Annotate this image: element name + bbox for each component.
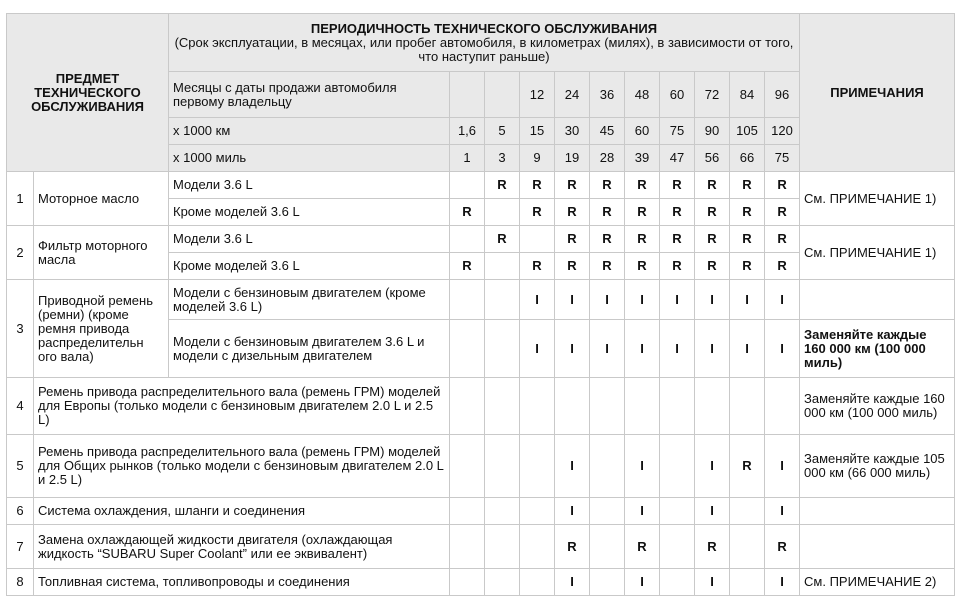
interval-mark: [485, 378, 520, 435]
interval-mark: R: [730, 172, 765, 199]
interval-mark: [520, 226, 555, 253]
interval-mark: R: [590, 253, 625, 280]
notes-header: ПРИМЕЧАНИЯ: [800, 14, 955, 172]
table-row: [7, 498, 955, 525]
interval-mark: R: [765, 226, 800, 253]
interval-mark: [625, 378, 660, 435]
interval-mark: [485, 280, 520, 320]
interval-mark: [660, 378, 695, 435]
interval-mark: [450, 226, 485, 253]
miles-value: 66: [730, 145, 765, 172]
interval-mark: R: [625, 525, 660, 569]
row-number: 8: [7, 569, 34, 596]
maintenance-table: [6, 13, 955, 596]
interval-mark: R: [765, 253, 800, 280]
interval-mark: I: [520, 280, 555, 320]
km-value: 30: [555, 118, 590, 145]
interval-mark: I: [695, 498, 730, 525]
interval-mark: [730, 525, 765, 569]
note-cell: См. ПРИМЕЧАНИЕ 2): [800, 569, 955, 596]
interval-mark: [450, 172, 485, 199]
interval-mark: I: [695, 569, 730, 596]
interval-mark: R: [555, 525, 590, 569]
interval-mark: [590, 435, 625, 498]
months-value: 36: [590, 72, 625, 118]
interval-mark: R: [555, 172, 590, 199]
months-value: [450, 72, 485, 118]
period-subtitle: (Срок эксплуатации, в месяцах, или пробег автомобиля, в километрах (милях), в зависимости от того, что наступит раньше): [174, 34, 794, 64]
interval-mark: R: [765, 525, 800, 569]
interval-mark: [485, 435, 520, 498]
note-cell: Заменяйте каждые 160 000 км (100 000 миль): [800, 378, 955, 435]
miles-value: 9: [520, 145, 555, 172]
item-name: Приводной ремень (ремни) (кроме ремня привода распределительн ого вала): [34, 280, 169, 378]
note-cell: [800, 498, 955, 525]
interval-mark: R: [520, 172, 555, 199]
interval-mark: R: [695, 253, 730, 280]
interval-mark: [730, 498, 765, 525]
subject-header: ПРЕДМЕТ ТЕХНИЧЕСКОГО ОБСЛУЖИВАНИЯ: [7, 14, 169, 172]
table-row: [7, 378, 955, 435]
interval-mark: I: [625, 320, 660, 378]
interval-mark: R: [450, 253, 485, 280]
row-number: 3: [7, 280, 34, 378]
interval-mark: R: [660, 226, 695, 253]
interval-mark: [660, 525, 695, 569]
interval-mark: R: [555, 226, 590, 253]
interval-mark: I: [765, 280, 800, 320]
note-cell: См. ПРИМЕЧАНИЕ 1): [800, 172, 955, 226]
interval-mark: R: [590, 199, 625, 226]
item-name: Топливная система, топливопроводы и соединения: [34, 569, 450, 596]
interval-mark: I: [695, 320, 730, 378]
sub-item-label: Модели с бензиновым двигателем 3.6 L и модели с дизельным двигателем: [169, 320, 450, 378]
interval-mark: [450, 320, 485, 378]
item-name: Замена охлаждающей жидкости двигателя (охлаждающая жидкость “SUBARU Super Coolant” или ее эквивалент): [34, 525, 450, 569]
months-value: 48: [625, 72, 660, 118]
interval-mark: I: [625, 280, 660, 320]
item-name: Фильтр моторного масла: [34, 226, 169, 280]
interval-mark: R: [695, 525, 730, 569]
interval-mark: I: [625, 569, 660, 596]
sub-item-label: Модели 3.6 L: [169, 226, 450, 253]
interval-mark: [555, 378, 590, 435]
interval-mark: I: [520, 320, 555, 378]
miles-value: 1: [450, 145, 485, 172]
item-name: Ремень привода распределительного вала (ремень ГРМ) моделей для Европы (только модели с бензиновым двигателем 2.0 L и 2.5 L): [34, 378, 450, 435]
row-number: 1: [7, 172, 34, 226]
interval-mark: I: [730, 320, 765, 378]
miles-value: 3: [485, 145, 520, 172]
interval-mark: [485, 498, 520, 525]
interval-mark: I: [555, 498, 590, 525]
interval-mark: R: [625, 253, 660, 280]
interval-mark: [450, 435, 485, 498]
months-value: 24: [555, 72, 590, 118]
interval-mark: [485, 320, 520, 378]
interval-mark: R: [660, 253, 695, 280]
months-value: [485, 72, 520, 118]
interval-mark: [485, 525, 520, 569]
interval-mark: I: [660, 320, 695, 378]
interval-mark: R: [730, 199, 765, 226]
interval-mark: [450, 498, 485, 525]
interval-mark: R: [625, 199, 660, 226]
table-row: [7, 280, 955, 320]
interval-mark: R: [660, 172, 695, 199]
row-number: 7: [7, 525, 34, 569]
interval-mark: [485, 253, 520, 280]
item-name: Моторное масло: [34, 172, 169, 226]
interval-mark: I: [625, 435, 660, 498]
miles-value: 39: [625, 145, 660, 172]
table-row: [7, 226, 955, 253]
interval-mark: [450, 569, 485, 596]
interval-mark: I: [695, 435, 730, 498]
interval-mark: [520, 525, 555, 569]
sub-item-label: Кроме моделей 3.6 L: [169, 199, 450, 226]
interval-mark: R: [695, 226, 730, 253]
interval-mark: [450, 378, 485, 435]
item-name: Система охлаждения, шланги и соединения: [34, 498, 450, 525]
interval-mark: [590, 525, 625, 569]
interval-mark: R: [660, 199, 695, 226]
interval-mark: R: [450, 199, 485, 226]
note-cell: См. ПРИМЕЧАНИЕ 1): [800, 226, 955, 280]
miles-value: 28: [590, 145, 625, 172]
interval-mark: I: [730, 280, 765, 320]
interval-mark: I: [695, 280, 730, 320]
interval-mark: R: [730, 253, 765, 280]
interval-mark: I: [765, 569, 800, 596]
sub-item-label: Модели с бензиновым двигателем (кроме моделей 3.6 L): [169, 280, 450, 320]
interval-mark: [695, 378, 730, 435]
miles-value: 19: [555, 145, 590, 172]
miles-value: 47: [660, 145, 695, 172]
period-header: [169, 14, 800, 72]
km-value: 60: [625, 118, 660, 145]
km-value: 15: [520, 118, 555, 145]
interval-mark: R: [590, 226, 625, 253]
miles-label: x 1000 миль: [169, 145, 450, 172]
interval-mark: [450, 525, 485, 569]
interval-mark: [450, 280, 485, 320]
months-value: 84: [730, 72, 765, 118]
months-value: 12: [520, 72, 555, 118]
interval-mark: R: [695, 199, 730, 226]
table-row: [7, 525, 955, 569]
interval-mark: I: [625, 498, 660, 525]
miles-value: 56: [695, 145, 730, 172]
months-value: 96: [765, 72, 800, 118]
interval-mark: I: [765, 320, 800, 378]
interval-mark: [520, 569, 555, 596]
table-row: [7, 435, 955, 498]
row-number: 6: [7, 498, 34, 525]
sub-item-label: Кроме моделей 3.6 L: [169, 253, 450, 280]
interval-mark: [660, 435, 695, 498]
interval-mark: [590, 498, 625, 525]
interval-mark: R: [730, 226, 765, 253]
item-name: Ремень привода распределительного вала (ремень ГРМ) моделей для Общих рынков (только модели с бензиновым двигателем 2.0 L и 2.5 L): [34, 435, 450, 498]
interval-mark: [590, 378, 625, 435]
interval-mark: R: [555, 199, 590, 226]
interval-mark: [520, 378, 555, 435]
interval-mark: [520, 435, 555, 498]
km-value: 1,6: [450, 118, 485, 145]
interval-mark: R: [730, 435, 765, 498]
km-value: 90: [695, 118, 730, 145]
km-value: 5: [485, 118, 520, 145]
note-cell: Заменяйте каждые 105 000 км (66 000 миль): [800, 435, 955, 498]
interval-mark: R: [590, 172, 625, 199]
interval-mark: [730, 378, 765, 435]
interval-mark: [765, 378, 800, 435]
period-title: ПЕРИОДИЧНОСТЬ ТЕХНИЧЕСКОГО ОБСЛУЖИВАНИЯ: [310, 20, 658, 36]
km-value: 120: [765, 118, 800, 145]
interval-mark: [590, 569, 625, 596]
row-number: 5: [7, 435, 34, 498]
months-value: 72: [695, 72, 730, 118]
interval-mark: I: [555, 435, 590, 498]
row-number: 4: [7, 378, 34, 435]
interval-mark: R: [695, 172, 730, 199]
interval-mark: R: [625, 226, 660, 253]
interval-mark: [520, 498, 555, 525]
table-row: [7, 569, 955, 596]
interval-mark: R: [765, 172, 800, 199]
interval-mark: I: [660, 280, 695, 320]
interval-mark: [660, 569, 695, 596]
interval-mark: R: [520, 253, 555, 280]
note-cell: [800, 525, 955, 569]
interval-mark: [485, 569, 520, 596]
km-label: x 1000 км: [169, 118, 450, 145]
km-value: 75: [660, 118, 695, 145]
interval-mark: I: [555, 280, 590, 320]
table-row: [7, 172, 955, 199]
interval-mark: [730, 569, 765, 596]
interval-mark: R: [485, 172, 520, 199]
interval-mark: I: [765, 498, 800, 525]
row-number: 2: [7, 226, 34, 280]
interval-mark: R: [555, 253, 590, 280]
interval-mark: R: [485, 226, 520, 253]
interval-mark: I: [555, 320, 590, 378]
note-cell: Заменяйте каждые 160 000 км (100 000 миль): [800, 320, 955, 378]
interval-mark: [660, 498, 695, 525]
interval-mark: [485, 199, 520, 226]
interval-mark: I: [765, 435, 800, 498]
interval-mark: R: [520, 199, 555, 226]
interval-mark: I: [590, 280, 625, 320]
months-label: Месяцы с даты продажи автомобиля первому владельцу: [169, 72, 450, 118]
interval-mark: R: [625, 172, 660, 199]
interval-mark: I: [590, 320, 625, 378]
months-value: 60: [660, 72, 695, 118]
miles-value: 75: [765, 145, 800, 172]
sub-item-label: Модели 3.6 L: [169, 172, 450, 199]
note-cell: [800, 280, 955, 320]
interval-mark: R: [765, 199, 800, 226]
km-value: 45: [590, 118, 625, 145]
km-value: 105: [730, 118, 765, 145]
interval-mark: I: [555, 569, 590, 596]
